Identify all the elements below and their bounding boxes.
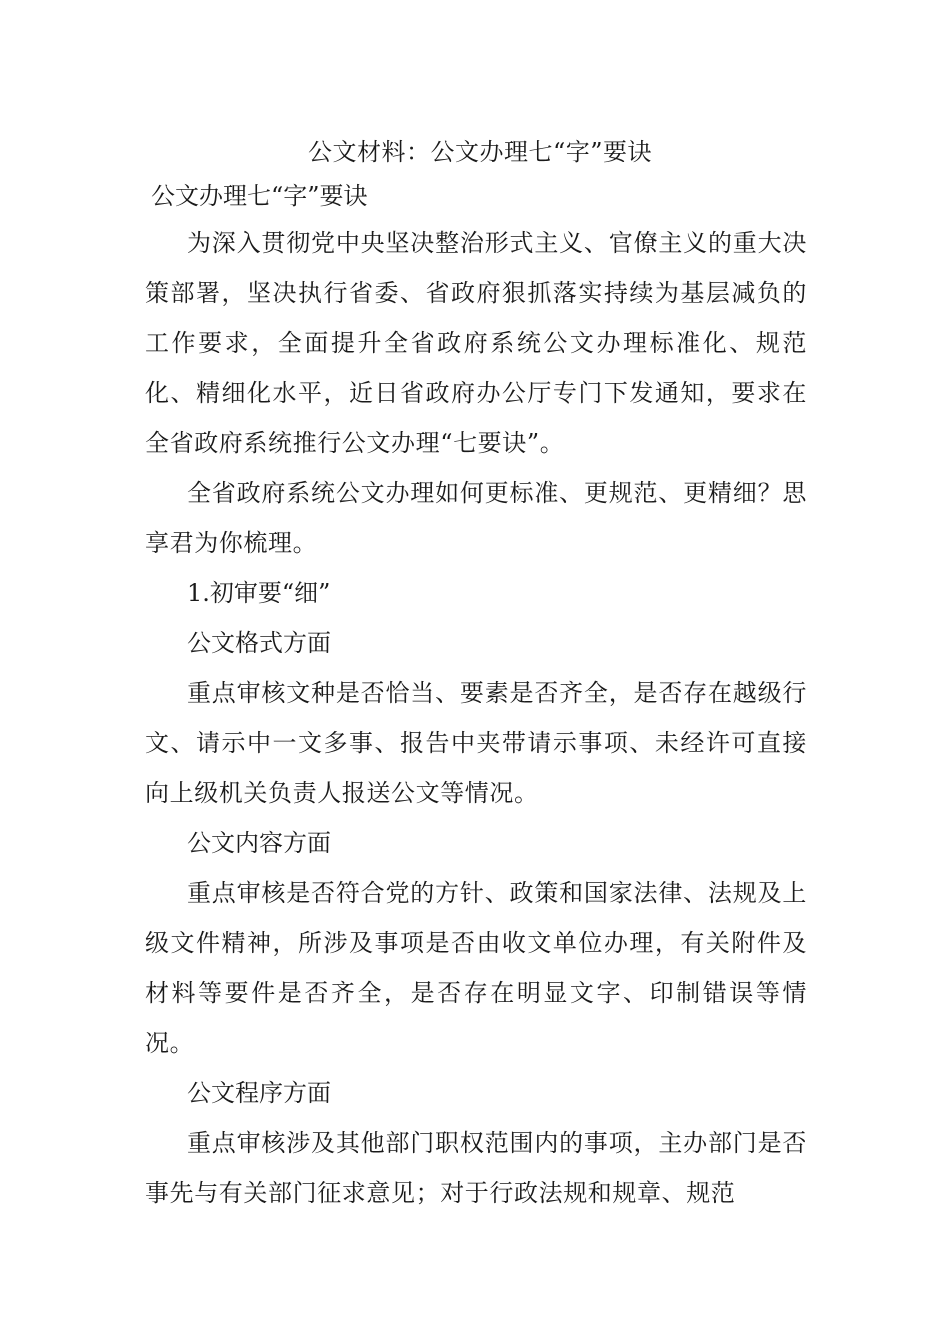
document-title: 公文材料：公文办理七“字”要诀 — [307, 138, 653, 166]
paragraph-intro: 为深入贯彻党中央坚决整治形式主义、官僚主义的重大决策部署，坚决执行省委、省政府狠抓落实持续为基层减负的工作要求，全面提升全省政府系统公文办理标准化、规范化、精细化水平，近日省政府办公厅专门下发通知，要求在全省政府系统推行公文办理“七要诀”。 — [145, 229, 807, 457]
document-subtitle: 公文办理七“字”要诀 — [151, 182, 368, 210]
subheading-procedure: 公文程序方面 — [187, 1079, 331, 1107]
paragraph-format: 重点审核文种是否恰当、要素是否齐全，是否存在越级行文、请示中一文多事、报告中夹带请示事项、未经许可直接向上级机关负责人报送公文等情况。 — [145, 679, 807, 807]
paragraph-content: 重点审核是否符合党的方针、政策和国家法律、法规及上级文件精神，所涉及事项是否由收文单位办理，有关附件及材料等要件是否齐全，是否存在明显文字、印制错误等情况。 — [145, 879, 807, 1057]
subheading-format: 公文格式方面 — [187, 629, 331, 657]
paragraph-question: 全省政府系统公文办理如何更标准、更规范、更精细？思享君为你梳理。 — [145, 479, 807, 557]
subheading-content: 公文内容方面 — [187, 829, 331, 857]
paragraph-procedure: 重点审核涉及其他部门职权范围内的事项，主办部门是否事先与有关部门征求意见；对于行政法规和规章、规范 — [145, 1129, 807, 1207]
section-heading-initial-review: 1.初审要“细” — [187, 579, 331, 607]
document-body — [145, 130, 807, 1218]
